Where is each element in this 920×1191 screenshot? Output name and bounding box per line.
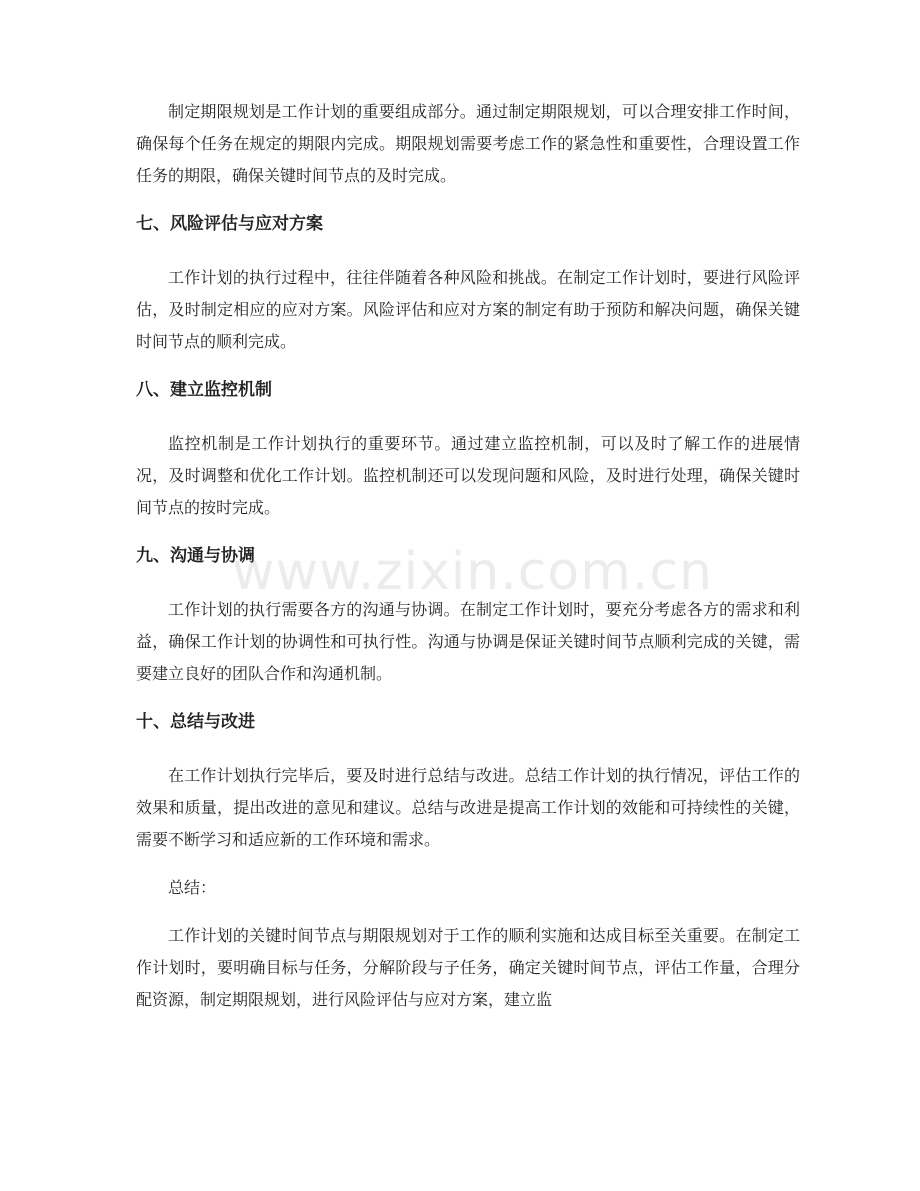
paragraph-communication: 工作计划的执行需要各方的沟通与协调。在制定工作计划时，要充分考虑各方的需求和利益，确保工作计划的协调性和可执行性。沟通与协调是保证关键时间节点顺利完成的关键，需要建立良好的团队合作和沟通机制。 [136,600,800,683]
paragraph-monitoring-mechanism: 监控机制是工作计划执行的重要环节。通过建立监控机制，可以及时了解工作的进展情况，及时调整和优化工作计划。监控机制还可以发现问题和风险，及时进行处理，确保关键时间节点的按时完成。 [136,434,800,517]
document-body [136,96,800,1016]
paragraph-deadline-planning: 制定期限规划是工作计划的重要组成部分。通过制定期限规划，可以合理安排工作时间，确保每个任务在规定的期限内完成。期限规划需要考虑工作的紧急性和重要性，合理设置工作任务的期限，确保关键时间节点的及时完成。 [136,102,800,185]
heading-communication: 九、沟通与协调 [136,546,255,566]
paragraph-risk-assessment: 工作计划的执行过程中，往往伴随着各种风险和挑战。在制定工作计划时，要进行风险评估，及时制定相应的应对方案。风险评估和应对方案的制定有助于预防和解决问题，确保关键时间节点的顺利完成。 [136,268,800,351]
paragraph-summary-improvement: 在工作计划执行完毕后，要及时进行总结与改进。总结工作计划的执行情况，评估工作的效果和质量，提出改进的意见和建议。总结与改进是提高工作计划的效能和可持续性的关键，需要不断学习和适应新的工作环境和需求。 [136,766,800,849]
heading-monitoring-mechanism: 八、建立监控机制 [136,380,272,400]
watermark-text: www.zixin.com.cn [232,542,713,602]
heading-risk-assessment: 七、风险评估与应对方案 [136,214,323,234]
heading-summary-improvement: 十、总结与改进 [136,712,255,732]
paragraph-conclusion: 工作计划的关键时间节点与期限规划对于工作的顺利实施和达成目标至关重要。在制定工作计划时，要明确目标与任务，分解阶段与子任务，确定关键时间节点，评估工作量，合理分配资源，制定期限规划，进行风险评估与应对方案，建立监 [136,926,800,1009]
summary-label: 总结： [168,878,217,897]
